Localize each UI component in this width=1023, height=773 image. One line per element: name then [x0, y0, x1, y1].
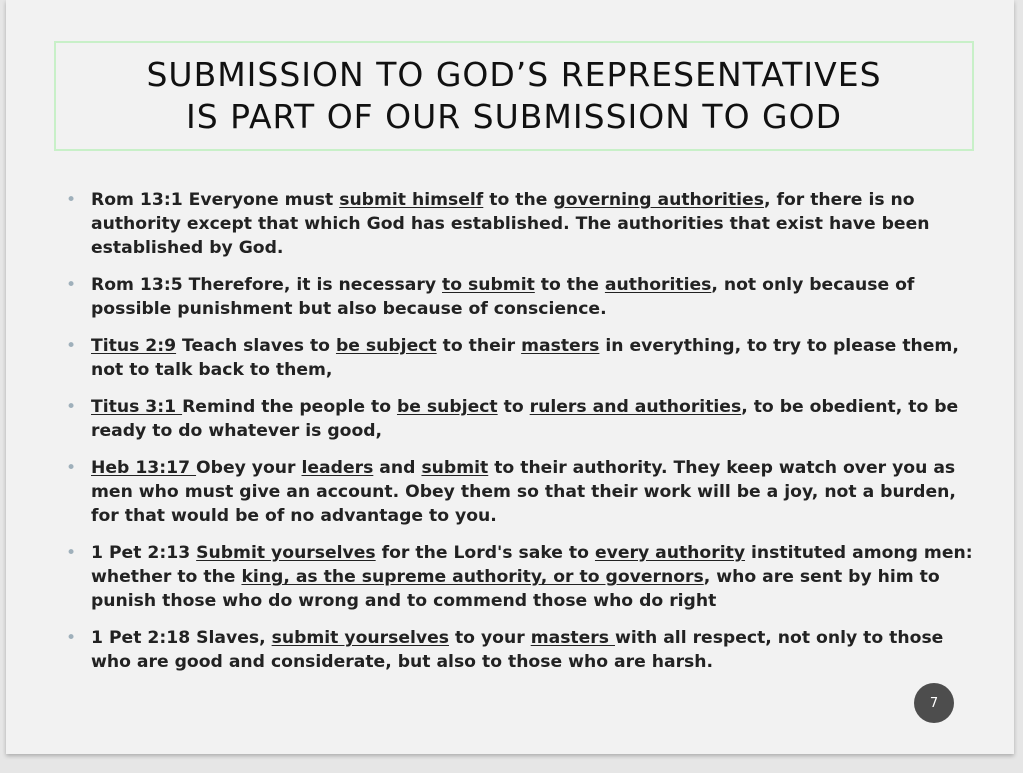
underlined-text: submit himself — [339, 190, 484, 210]
bullet-dot-icon: • — [66, 397, 77, 417]
bullet-item — [66, 273, 986, 321]
underlined-text: masters — [530, 628, 615, 648]
verse-text: , who are sent by him to punish those who do wrong and to commend those who do right — [91, 567, 940, 611]
bullet-dot-icon: • — [66, 275, 77, 295]
bullet-dot-icon: • — [66, 458, 77, 478]
underlined-text: submit — [421, 458, 489, 478]
underlined-text: Titus 2:9 — [91, 336, 177, 356]
slide — [6, 0, 1014, 754]
underlined-text: rulers and authorities — [529, 397, 742, 417]
bullet-dot-icon: • — [66, 543, 77, 563]
bullet-item — [66, 395, 986, 443]
bullet-list — [66, 188, 986, 687]
underlined-text: every authority — [594, 543, 746, 563]
title-box — [54, 41, 974, 151]
verse-text: to the — [483, 190, 554, 210]
underlined-text: masters — [521, 336, 600, 356]
bullet-item — [66, 541, 986, 613]
verse-text: Obey your — [196, 458, 302, 478]
underlined-text: be subject — [335, 336, 437, 356]
bullet-item — [66, 188, 986, 260]
underlined-text: authorities — [604, 275, 712, 295]
verse-text: , for there is no authority except that which God has established. The authorities that exist have been established by God. — [91, 190, 930, 258]
bullet-dot-icon: • — [66, 336, 77, 356]
underlined-text: governing authorities — [553, 190, 764, 210]
verse-text: to — [497, 397, 530, 417]
verse-text: for the Lord's sake to — [375, 543, 595, 563]
verse-text: to their — [436, 336, 522, 356]
title-line-1: SUBMISSION TO GOD’S REPRESENTATIVES — [146, 55, 882, 94]
verse-text: to their authority. They keep watch over you as men who must give an account. Obey them so that their work will be a joy, not a burden, for that would be of no advantage to you. — [91, 458, 956, 526]
title-line-2: IS PART OF OUR SUBMISSION TO GOD — [185, 97, 842, 136]
bullet-dot-icon: • — [66, 190, 77, 210]
verse-text: in everything, to try to please them, not to talk back to them, — [91, 336, 959, 380]
verse-text: to your — [448, 628, 531, 648]
bullet-item — [66, 334, 986, 382]
verse-text: Teach slaves to — [176, 336, 336, 356]
verse-text: Rom 13:1 Everyone must — [91, 190, 340, 210]
underlined-text: be subject — [396, 397, 498, 417]
underlined-text: to submit — [442, 275, 535, 295]
underlined-text: submit yourselves — [271, 628, 449, 648]
underlined-text: king, as the supreme authority, or to governors — [241, 567, 704, 587]
underlined-text: leaders — [301, 458, 374, 478]
verse-text: Remind the people to — [182, 397, 397, 417]
verse-text: with all respect, not only to those who are good and considerate, but also to those who are harsh. — [91, 628, 944, 672]
bullet-item — [66, 456, 986, 528]
bullet-item — [66, 626, 986, 674]
verse-text: to the — [534, 275, 605, 295]
verse-text: 1 Pet 2:13 — [91, 543, 197, 563]
underlined-text: Titus 3:1 — [91, 397, 183, 417]
verse-text: instituted among men: whether to the — [91, 543, 973, 587]
underlined-text: Heb 13:17 — [91, 458, 197, 478]
bullet-dot-icon: • — [66, 628, 77, 648]
page-number-badge: 7 — [914, 683, 954, 723]
verse-text: and — [373, 458, 422, 478]
underlined-text: Submit yourselves — [196, 543, 376, 563]
verse-text: Rom 13:5 Therefore, it is necessary — [91, 275, 443, 295]
verse-text: , not only because of possible punishment but also because of conscience. — [91, 275, 915, 319]
verse-text: 1 Pet 2:18 Slaves, — [91, 628, 272, 648]
verse-text: , to be obedient, to be ready to do whatever is good, — [91, 397, 959, 441]
